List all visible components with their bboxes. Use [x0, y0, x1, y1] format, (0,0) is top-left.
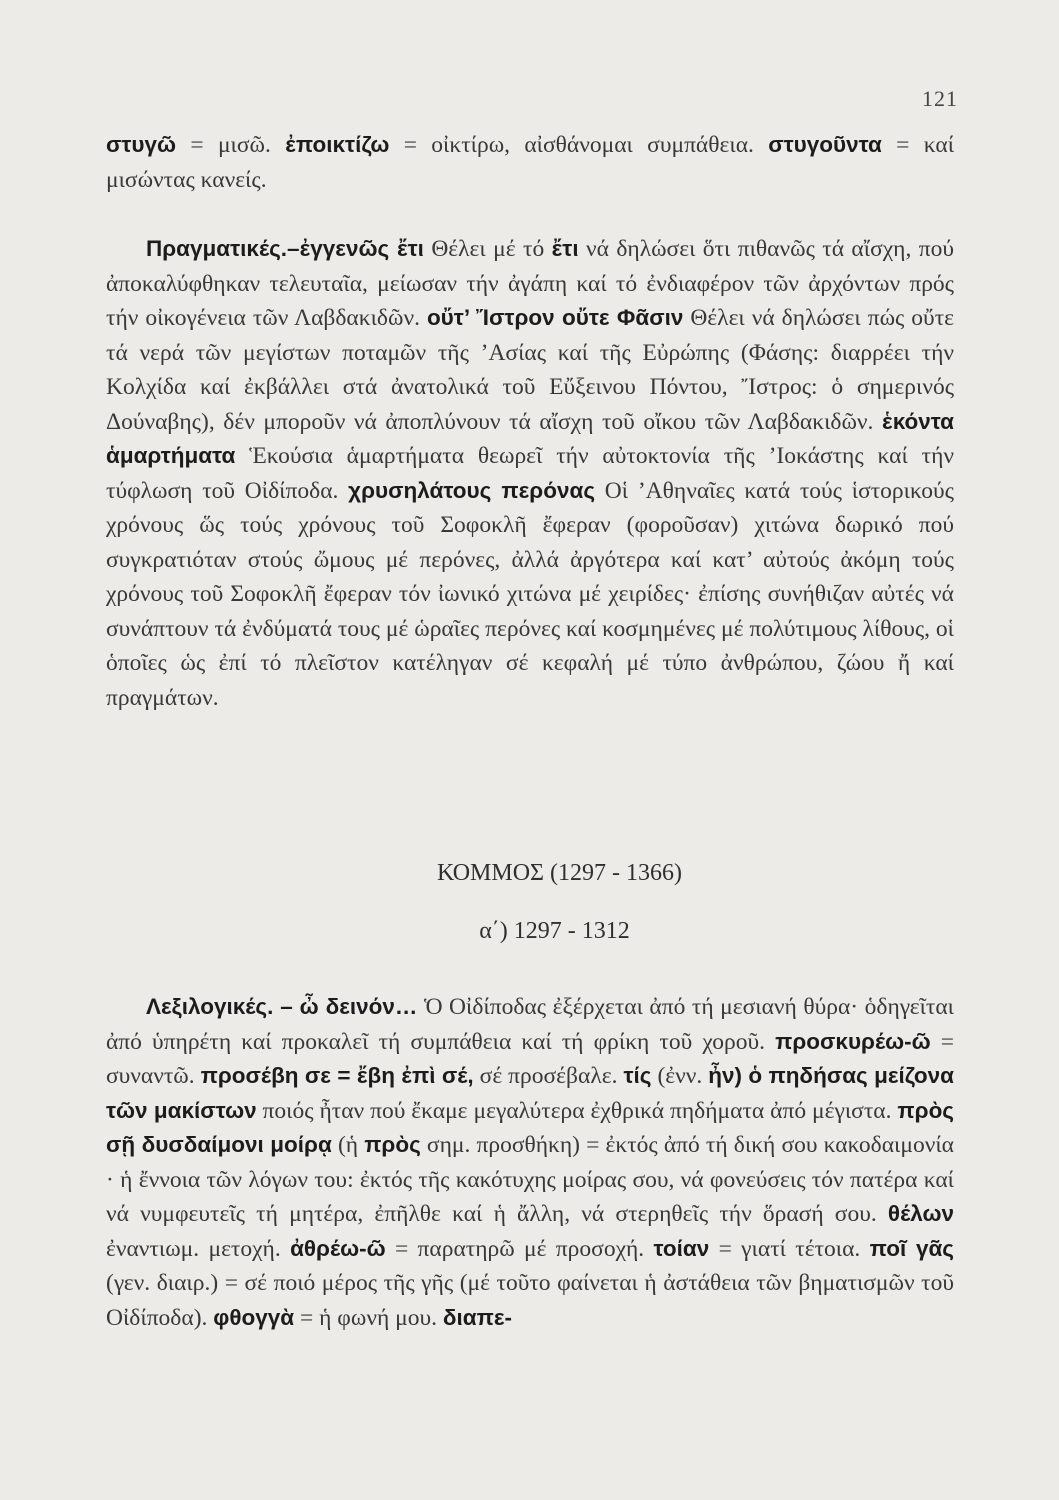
term: ἔτι	[551, 236, 579, 261]
text: νά δηλώσει ὅτι πιθανῶς τά αἴσχη, πού ἀποκαλύφθηκαν τελευταῖα, μείωσαν τήν ἀγάπη καί τό ἐνδιαφέρον τῶν ἀρχόντων πρός τήν οἰκογένεια τῶν Λαβδακιδῶν.	[106, 236, 954, 331]
text: = οἰκτίρω, αἰσθάνομαι συμπάθεια.	[389, 132, 769, 158]
text: = συναντῶ.	[106, 1028, 954, 1089]
text: Θέλει μέ τό	[423, 236, 552, 262]
text: σημ. προσθήκη) = ἐκτός ἀπό τή δική σου κακοδαιμονία · ἡ ἔννοια τῶν λόγων του: ἐκτός τῆς κακότυχης μοίρας σου, νά φονεύσεις τόν πατέρα καί νά νυμφευτεῖς τή μητέρα, ἐπῆλθε καί ἡ ἄλλη, νά στερηθεῖς τήν ὅρασή σου.	[106, 1132, 954, 1227]
term: στυγῶ	[106, 132, 177, 157]
term: ἑκόντα ἁμαρτήματα	[106, 408, 954, 468]
text: σέ προσέβαλε.	[473, 1063, 624, 1089]
text: ἐναντιωμ. μετοχή.	[106, 1235, 291, 1262]
term: πρὸς	[364, 1132, 421, 1157]
term: φθογγὰ	[213, 1304, 295, 1330]
term: ἐποικτίζω	[285, 132, 390, 157]
text: = γιατί τέτοια.	[709, 1235, 870, 1262]
text: Οἱ ’Αθηναῖες κατά τούς ἱστορικούς χρόνους ὥς τούς χρόνους τοῦ Σοφοκλῆ ἔφεραν (φοροῦσαν) χιτώνα δωρικό πού συγκρατιόταν στούς ὤμους μέ περόνες, ἀλλά ἀργότερα καί κατ’ αὐτούς ἀκόμη τούς χρόνους τοῦ Σοφοκλῆ ἔφεραν τόν ἰωνικό χιτώνα μέ χειρίδες· ἐπίσης συνήθιζαν αὐτές νά συνάπτουν τά ἐνδύματά τους μέ ὡραῖες περόνες καί κοσμημένες μέ πολύτιμους λίθους, οἱ ὁποῖες ὡς ἐπί τό πλεῖστον κατέληγαν σέ κεφαλή μέ τύπο ἀνθρώπου, ζώου ἤ καί πραγμάτων.	[106, 477, 954, 711]
subsection-heading: α΄) 1297 - 1312	[479, 918, 630, 944]
term: πρὸς σῇ δυσδαίμονι μοίρᾳ	[106, 1097, 955, 1157]
term: οὔτ’ Ἴστρον οὔτε Φᾶσιν	[426, 305, 684, 330]
term: τοίαν	[653, 1235, 710, 1261]
term: χρυσηλάτους περόνας	[348, 477, 596, 503]
text: (γεν. διαιρ.) = σέ ποιό μέρος τῆς γῆς (μέ τοῦτο φαίνεται ἡ ἀστάθεια τῶν βηματισμῶν τοῦ Οἰδίποδα).	[106, 1270, 954, 1331]
text: = ἡ φωνή μου.	[294, 1304, 443, 1331]
term: θέλων	[887, 1201, 954, 1226]
text: ποιός ἦταν πού ἔκαμε μεγαλύτερα ἐχθρικά πηδήματα ἀπό μέγιστα.	[256, 1097, 898, 1124]
text: (ἐνν.	[651, 1063, 709, 1089]
section-label: Πραγματικές.–ἐγγενῶς ἔτι	[146, 236, 424, 261]
section-heading: ΚΟΜΜΟΣ (1297 - 1366)	[437, 860, 682, 886]
page-number: 121	[922, 86, 958, 111]
text: (ἡ	[331, 1132, 365, 1158]
paragraph-3	[106, 990, 954, 1335]
text: Ἑκούσια ἁμαρτήματα θεωρεῖ τήν αὐτοκτονία τῆς ’Ιοκάστης καί τήν τύφλωση τοῦ Οἰδίποδα.	[106, 443, 954, 504]
term: ἀθρέω-ῶ	[290, 1235, 386, 1261]
term: στυγοῦντα	[768, 132, 882, 157]
term: διαπε-	[442, 1304, 512, 1330]
section-label: Λεξιλογικές. – ὦ δεινόν…	[146, 994, 418, 1019]
text: = παρατηρῶ μέ προσοχή.	[385, 1235, 654, 1262]
text: Ὁ Οἰδίποδας ἐξέρχεται ἀπό τή μεσιανή θύρα· ὁδηγεῖται ἀπό ὑπηρέτη καί προκαλεῖ τή συμπάθεια καί τή φρίκη τοῦ χοροῦ.	[106, 994, 954, 1055]
term: τίς	[623, 1063, 652, 1088]
term: προσκυρέω-ῶ	[775, 1028, 931, 1054]
term: προσέβη σε = ἔβη ἐπὶ σέ,	[200, 1063, 474, 1088]
paragraph-1	[106, 128, 954, 197]
paragraph-2	[106, 232, 954, 715]
text: Θέλει νά δηλώσει πώς οὔτε τά νερά τῶν μεγίστων ποταμῶν τῆς ’Ασίας καί τῆς Εὐρώπης (Φάσης: διαρρέει τήν Κολχίδα καί ἐκβάλλει στά ἀνατολικά τοῦ Εὔξεινου Πόντου, Ἴστρος: ὁ σημερινός Δούναβης), δέν μποροῦν νά ἀποπλύνουν τά αἴσχη τοῦ οἴκου τῶν Λαβδακιδῶν.	[106, 305, 955, 435]
term: ποῖ γᾶς	[869, 1235, 954, 1261]
text: = καί μισώντας κανείς.	[106, 132, 955, 193]
text: = μισῶ.	[176, 132, 286, 158]
term: ἦν) ὁ πηδήσας μείζονα τῶν μακίστων	[106, 1063, 954, 1123]
